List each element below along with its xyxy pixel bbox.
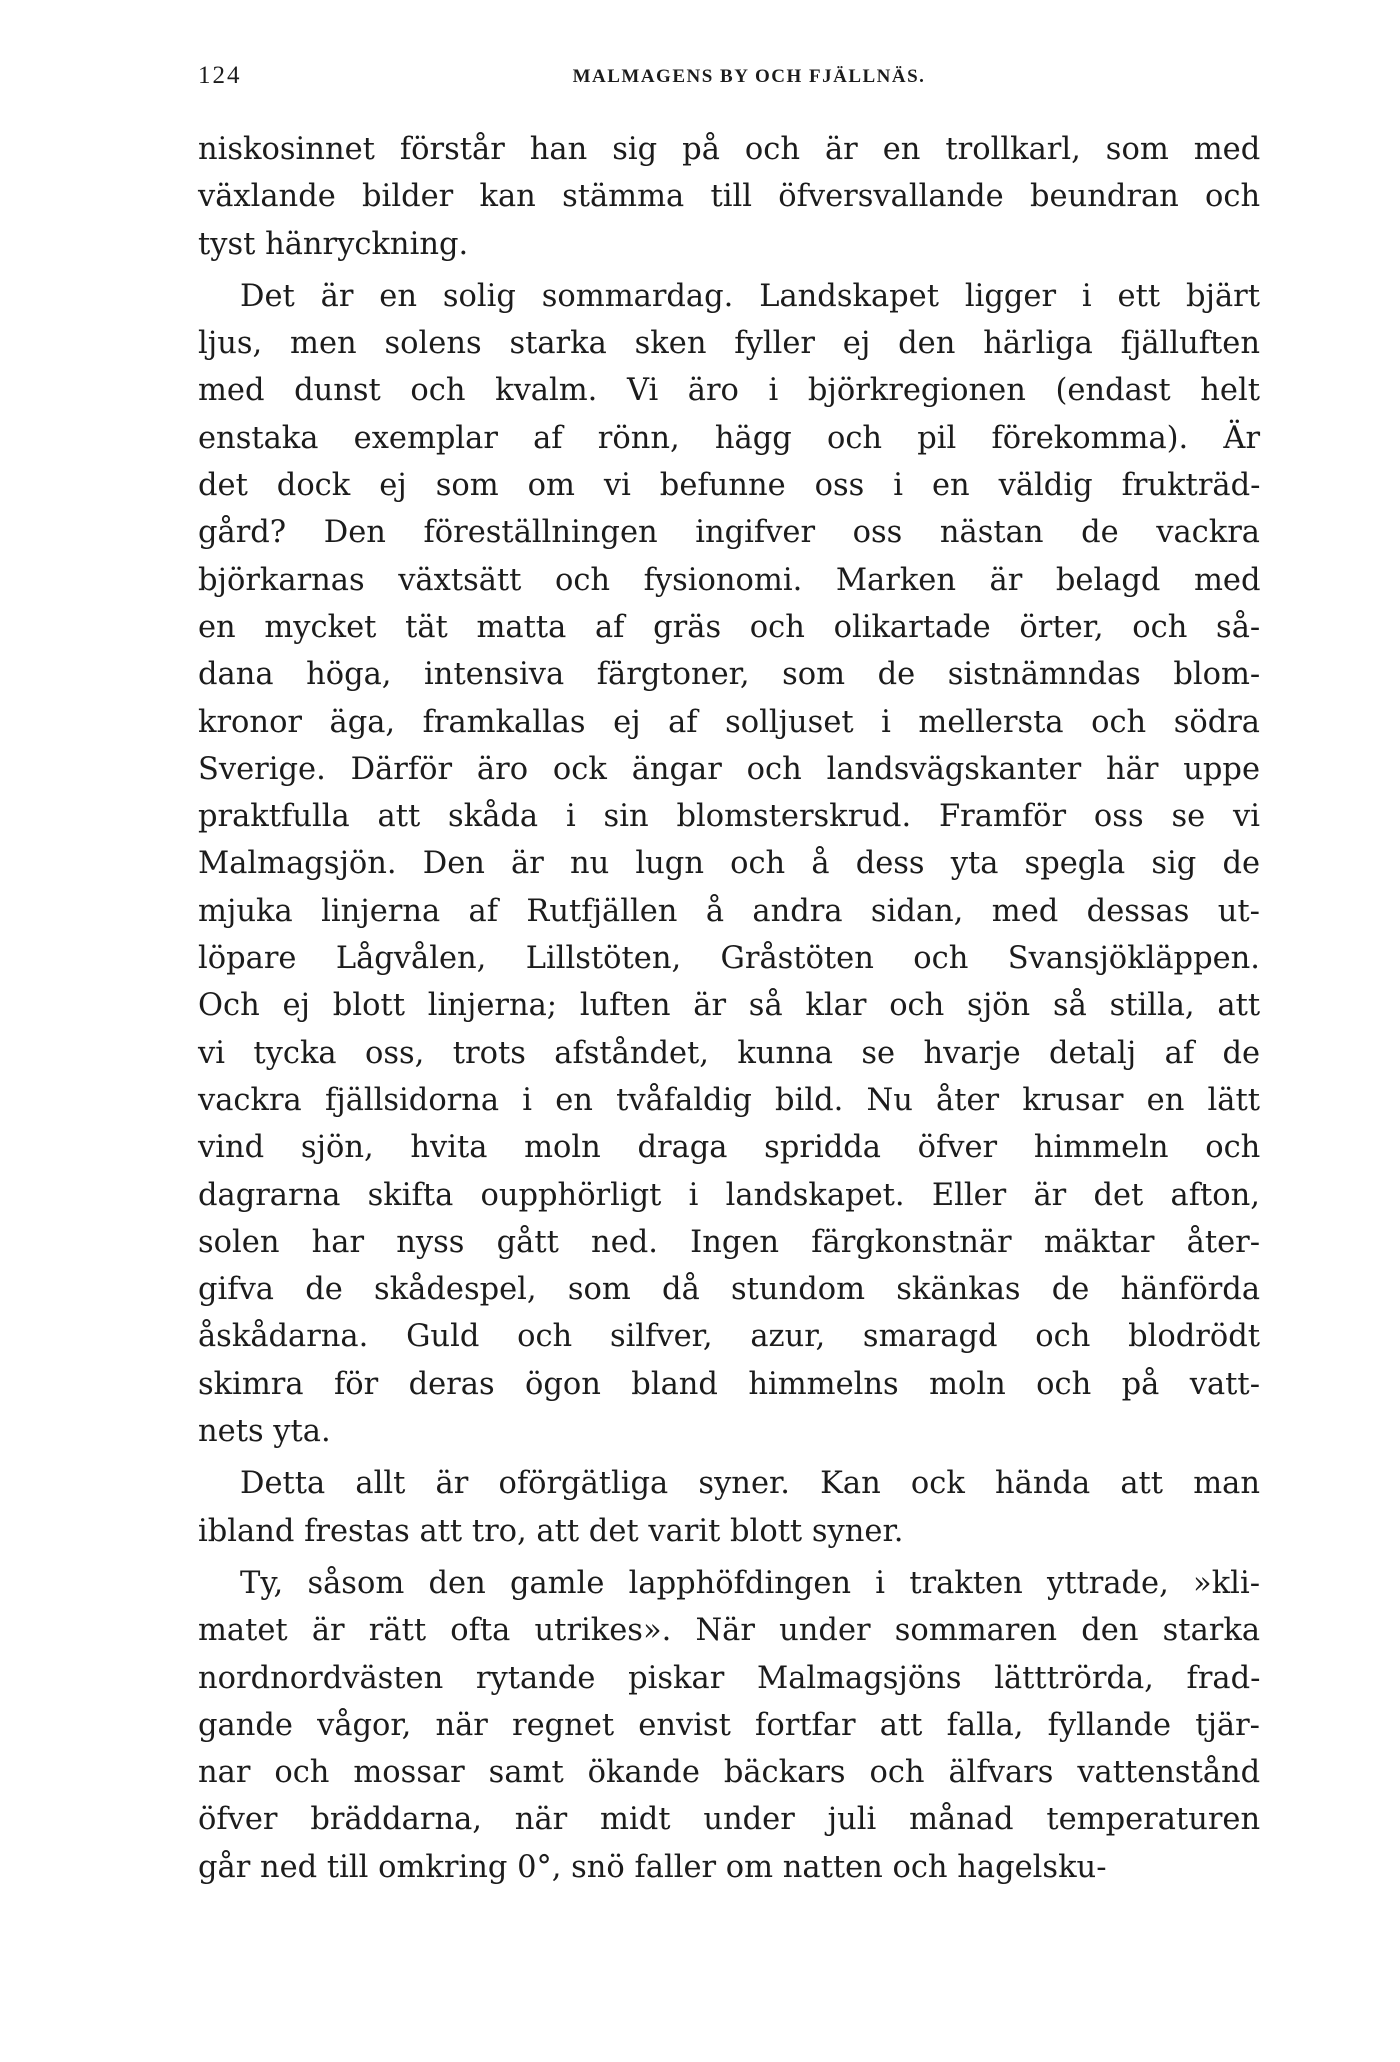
text-line: niskosinnet förstår han sig på och är en trollkarl, som med [198, 132, 1261, 167]
text-line: Malmagsjön. Den är nu lugn och å dess yta spegla sig de [198, 846, 1261, 882]
paragraph [198, 1460, 1260, 1555]
text-line: växlande bilder kan stämma till öfversvallande beundran och [198, 179, 1261, 215]
text-line: vackra fjällsidorna i en tvåfaldig bild. Nu åter krusar en lätt [198, 1082, 1260, 1118]
text-line: vind sjön, hvita moln draga spridda öfver himmeln och [198, 1130, 1261, 1166]
text-line: Ty, såsom den gamle lapphöfdingen i trakten yttrade, »kli- [240, 1565, 1260, 1601]
text-line: med dunst och kvalm. Vi äro i björkregionen (endast helt [198, 373, 1260, 409]
text-line: ljus, men solens starka sken fyller ej den härliga fjälluften [198, 326, 1260, 362]
running-head [198, 56, 1260, 96]
text-line: nar och mossar samt ökande bäckars och älfvars vattenstånd [198, 1755, 1261, 1791]
text-line: Detta allt är oförgätliga syner. Kan ock hända att man [240, 1466, 1260, 1502]
text-line: Det är en solig sommardag. Landskapet ligger i ett bjärt [240, 278, 1260, 314]
text-line: björkarnas växtsätt och fysionomi. Marken är belagd med [198, 562, 1261, 598]
text-line: en mycket tät matta af gräs och olikartade örter, och så- [198, 609, 1261, 645]
text-line: mjuka linjerna af Rutfjällen å andra sidan, med dessas ut- [198, 893, 1260, 929]
text-line: dagrarna skifta oupphörligt i landskapet. Eller är det afton, [198, 1177, 1260, 1213]
text-line: ibland frestas att tro, att det varit blott syner. [198, 1513, 904, 1549]
text-line: nordnordvästen rytande piskar Malmagsjöns lätttrörda, frad- [198, 1660, 1261, 1696]
text-line: kronor äga, framkallas ej af solljuset i mellersta och södra [198, 704, 1260, 740]
book-page [198, 56, 1260, 1891]
paragraph [198, 126, 1260, 268]
text-line: vi tycka oss, trots afståndet, kunna se hvarje detalj af de [198, 1035, 1261, 1071]
paragraph [198, 273, 1260, 1455]
text-line: nets yta. [198, 1414, 331, 1450]
text-line: går ned till omkring 0°, snö faller om natten och hagelsku- [198, 1849, 1107, 1885]
text-line: löpare Lågvålen, Lillstöten, Gråstöten och Svansjökläppen. [198, 941, 1260, 977]
text-line: gård? Den föreställningen ingifver oss nästan de vackra [198, 515, 1260, 551]
text-line: gifva de skådespel, som då stundom skänkas de hänförda [198, 1272, 1260, 1308]
text-line: Sverige. Därför äro ock ängar och landsvägskanter här uppe [198, 751, 1260, 787]
text-line: åskådarna. Guld och silfver, azur, smaragd och blodrödt [198, 1319, 1260, 1355]
text-line: det dock ej som om vi befunne oss i en väldig frukträd- [198, 468, 1261, 504]
page-number: 124 [198, 62, 242, 89]
text-line: dana höga, intensiva färgtoner, som de sistnämndas blom- [198, 657, 1261, 693]
text-line: gande vågor, när regnet envist fortfar att falla, fyllande tjär- [198, 1707, 1260, 1743]
text-line: praktfulla att skåda i sin blomsterskrud. Framför oss se vi [198, 799, 1260, 835]
text-line: matet är rätt ofta utrikes». När under sommaren den starka [198, 1613, 1260, 1649]
body-text [198, 126, 1260, 1891]
text-line: Och ej blott linjerna; luften är så klar och sjön så stilla, att [198, 988, 1261, 1024]
text-line: enstaka exemplar af rönn, hägg och pil förekomma). Är [198, 420, 1261, 456]
text-line: tyst hänryckning. [198, 226, 469, 262]
running-title: MALMAGENS BY OCH FJÄLLNÄS. [572, 66, 926, 87]
text-line: öfver bräddarna, när midt under juli månad temperaturen [198, 1802, 1261, 1838]
text-line: skimra för deras ögon bland himmelns moln och på vatt- [198, 1366, 1260, 1402]
paragraph [198, 1560, 1260, 1891]
text-line: solen har nyss gått ned. Ingen färgkonstnär mäktar åter- [198, 1224, 1261, 1260]
